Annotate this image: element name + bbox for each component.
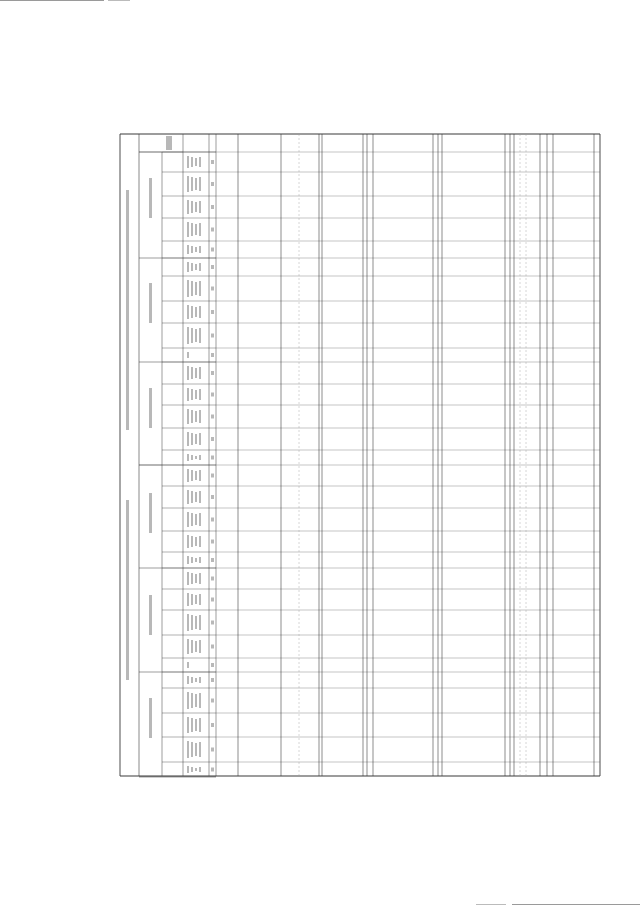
- subcolumn-label-mark-15-d: [199, 455, 201, 460]
- subcolumn-label-mark-27-c: [195, 202, 197, 212]
- column-number-mark-10: [211, 558, 214, 562]
- column-number-mark-12: [211, 518, 214, 522]
- column-number-mark-21: [211, 334, 214, 338]
- subcolumn-label-mark-0-c: [195, 768, 197, 771]
- column-number-mark-27: [211, 205, 214, 209]
- subcolumn-label-mark-24-d: [199, 263, 201, 271]
- subcolumn-label-mark-22-d: [199, 306, 201, 318]
- subcolumn-label-mark-6-b: [191, 640, 193, 653]
- subcolumn-label-mark-12-b: [191, 513, 193, 526]
- subcolumn-label-mark-11-a: [187, 535, 189, 548]
- subcolumn-label-mark-7-d: [199, 615, 201, 630]
- subcolumn-label-mark-23-d: [199, 281, 201, 296]
- subcolumn-label-mark-7-a: [187, 614, 189, 631]
- subcolumn-label-mark-25-b: [191, 246, 193, 253]
- subcolumn-label-mark-15-a: [187, 454, 189, 461]
- column-number-mark-26: [211, 228, 214, 232]
- column-number-mark-17: [211, 415, 214, 419]
- subcolumn-label-mark-16-d: [199, 433, 201, 445]
- column-number-mark-14: [211, 474, 214, 478]
- subcolumn-label-mark-28-c: [195, 178, 197, 190]
- subcolumn-label-mark-18-c: [195, 390, 197, 399]
- column-number-mark-5: [211, 663, 214, 667]
- subcolumn-label-mark-19-d: [199, 367, 201, 379]
- subcolumn-label-mark-9-c: [195, 574, 197, 583]
- subcolumn-label-mark-13-c: [195, 492, 197, 502]
- subcolumn-label-mark-2-d: [199, 718, 201, 732]
- column-number-mark-20: [211, 353, 214, 357]
- subcolumn-label-mark-11-d: [199, 536, 201, 547]
- subcolumn-label-mark-22-b: [191, 306, 193, 318]
- subcolumn-label-mark-8-d: [199, 594, 201, 605]
- subcolumn-label-mark-18-a: [187, 388, 189, 401]
- subcolumn-label-mark-13-b: [191, 491, 193, 503]
- subcolumn-label-mark-28-d: [199, 177, 201, 191]
- subcolumn-label-mark-18-d: [199, 389, 201, 400]
- subcolumn-label-mark-3-d: [199, 693, 201, 708]
- subcolumn-label-mark-22-c: [195, 307, 197, 317]
- subcolumn-label-mark-1-d: [199, 742, 201, 757]
- subcolumn-label-mark-11-b: [191, 536, 193, 547]
- column-number-mark-4: [211, 678, 214, 682]
- subcolumn-label-mark-3-a: [187, 692, 189, 709]
- subcolumn-label-mark-28-b: [191, 177, 193, 191]
- subcolumn-label-mark-13-d: [199, 491, 201, 503]
- subcolumn-label-mark-12-d: [199, 513, 201, 526]
- subcolumn-label-mark-0-d: [199, 767, 201, 772]
- subcolumn-label-mark-26-b: [191, 223, 193, 236]
- subcolumn-label-mark-16-b: [191, 433, 193, 445]
- year-label-mark-5: [149, 283, 152, 323]
- subcolumn-label-mark-19-a: [187, 366, 189, 380]
- subcolumn-label-mark-19-c: [195, 368, 197, 378]
- subcolumn-label-mark-0-b: [191, 767, 193, 772]
- subcolumn-label-mark-14-a: [187, 469, 189, 482]
- subcolumn-label-mark-16-c: [195, 434, 197, 444]
- subcolumn-label-mark-25-d: [199, 246, 201, 253]
- column-number-mark-18: [211, 393, 214, 397]
- subcolumn-label-mark-29-b: [191, 157, 193, 167]
- subcolumn-label-mark-4-d: [199, 677, 201, 683]
- subcolumn-label-mark-1-b: [191, 742, 193, 757]
- column-number-mark-16: [211, 437, 214, 441]
- column-number-mark-11: [211, 540, 214, 544]
- subcolumn-label-mark-17-b: [191, 410, 193, 423]
- subcolumn-label-mark-23-a: [187, 280, 189, 297]
- year-label-mark-3: [149, 493, 152, 533]
- subcolumn-label-mark-16-a: [187, 432, 189, 446]
- subcolumn-label-mark-10-d: [199, 557, 201, 563]
- subcolumn-label-mark-2-c: [195, 719, 197, 731]
- secondary-title-mark: [126, 190, 129, 430]
- subcolumn-label-mark-26-a: [187, 222, 189, 237]
- subcolumn-label-mark-29-d: [199, 157, 201, 167]
- subcolumn-label-mark-0-a: [187, 766, 189, 773]
- subcolumn-label-mark-10-b: [191, 557, 193, 563]
- year-label-mark-6: [149, 178, 152, 218]
- subcolumn-label-mark-21-d: [199, 328, 201, 343]
- year-label-mark-1: [149, 698, 152, 738]
- subcolumn-label-mark-27-b: [191, 201, 193, 213]
- subcolumn-label-mark-17-d: [199, 410, 201, 423]
- subcolumn-label-mark-17-c: [195, 411, 197, 422]
- subcolumn-label-mark-8-b: [191, 594, 193, 605]
- subcolumn-label-mark-3-b: [191, 693, 193, 708]
- column-number-mark-15: [211, 456, 214, 460]
- column-number-mark-19: [211, 371, 214, 375]
- subcolumn-label-mark-10-a: [187, 556, 189, 564]
- column-number-mark-25: [211, 248, 214, 252]
- column-number-mark-1: [211, 748, 214, 752]
- subcolumn-label-mark-24-c: [195, 264, 197, 270]
- column-number-mark-22: [211, 310, 214, 314]
- subcolumn-label-mark-9-a: [187, 572, 189, 585]
- subcolumn-label-mark-4-a: [187, 676, 189, 684]
- subcolumn-label-mark-22-a: [187, 305, 189, 319]
- subcolumn-label-mark-2-b: [191, 718, 193, 732]
- column-number-mark-29: [211, 160, 214, 164]
- subcolumn-label-mark-6-c: [195, 641, 197, 652]
- column-number-mark-28: [211, 182, 214, 186]
- subcolumn-label-mark-21-c: [195, 329, 197, 342]
- subcolumn-label-mark-1-c: [195, 743, 197, 756]
- main-title-mark: [126, 500, 129, 680]
- column-number-mark-13: [211, 495, 214, 499]
- subcolumn-label-mark-4-b: [191, 677, 193, 683]
- subcolumn-label-mark-2-a: [187, 717, 189, 733]
- column-number-mark-23: [211, 287, 214, 291]
- subcolumn-label-mark-27-a: [187, 200, 189, 214]
- subcolumn-label-mark-21-a: [187, 327, 189, 344]
- subcolumn-label-mark-29-c: [195, 158, 197, 166]
- subcolumn-label-mark-15-b: [191, 455, 193, 460]
- subcolumn-label-mark-12-a: [187, 512, 189, 527]
- subcolumn-label-mark-10-c: [195, 558, 197, 562]
- year-label-mark-4: [149, 388, 152, 428]
- column-number-mark-24: [211, 265, 214, 269]
- subcolumn-label-mark-27-d: [199, 201, 201, 213]
- subcolumn-label-mark-20-a: [187, 352, 189, 358]
- subcolumn-label-mark-17-a: [187, 409, 189, 424]
- subcolumn-label-mark-26-c: [195, 224, 197, 235]
- subcolumn-label-mark-21-b: [191, 328, 193, 343]
- year-label-mark-2: [149, 595, 152, 635]
- subcolumn-label-mark-24-b: [191, 263, 193, 271]
- column-number-mark-7: [211, 621, 214, 625]
- subcolumn-label-mark-14-c: [195, 471, 197, 480]
- subcolumn-label-mark-24-a: [187, 262, 189, 272]
- subcolumn-label-mark-1-a: [187, 741, 189, 758]
- subcolumn-label-mark-13-a: [187, 490, 189, 504]
- subcolumn-label-mark-8-a: [187, 593, 189, 606]
- subcolumn-label-mark-3-c: [195, 694, 197, 707]
- column-number-mark-9: [211, 577, 214, 581]
- subcolumn-label-mark-12-c: [195, 514, 197, 525]
- subcolumn-label-mark-26-d: [199, 223, 201, 236]
- subcolumn-label-mark-15-c: [195, 456, 197, 459]
- subcolumn-label-mark-8-c: [195, 595, 197, 604]
- subcolumn-label-mark-29-a: [187, 156, 189, 168]
- column-number-mark-0: [211, 768, 214, 772]
- subcolumn-label-mark-23-c: [195, 282, 197, 295]
- column-number-mark-2: [211, 723, 214, 727]
- corner-label-mark: [166, 136, 172, 150]
- subcolumn-label-mark-25-c: [195, 247, 197, 252]
- subcolumn-label-mark-5-a: [187, 662, 189, 668]
- column-number-mark-3: [211, 699, 214, 703]
- subcolumn-label-mark-19-b: [191, 367, 193, 379]
- subcolumn-label-mark-23-b: [191, 281, 193, 296]
- subcolumn-label-mark-14-d: [199, 470, 201, 481]
- subcolumn-label-mark-6-a: [187, 639, 189, 654]
- subcolumn-label-mark-25-a: [187, 245, 189, 254]
- subcolumn-label-mark-11-c: [195, 537, 197, 546]
- subcolumn-label-mark-9-d: [199, 573, 201, 584]
- column-number-mark-8: [211, 598, 214, 602]
- subcolumn-label-mark-18-b: [191, 389, 193, 400]
- column-number-mark-6: [211, 645, 214, 649]
- subcolumn-label-mark-28-a: [187, 176, 189, 192]
- subcolumn-label-mark-7-b: [191, 615, 193, 630]
- subcolumn-label-mark-9-b: [191, 573, 193, 584]
- subcolumn-label-mark-14-b: [191, 470, 193, 481]
- subcolumn-label-mark-4-c: [195, 678, 197, 682]
- subcolumn-label-mark-7-c: [195, 616, 197, 629]
- subcolumn-label-mark-6-d: [199, 640, 201, 653]
